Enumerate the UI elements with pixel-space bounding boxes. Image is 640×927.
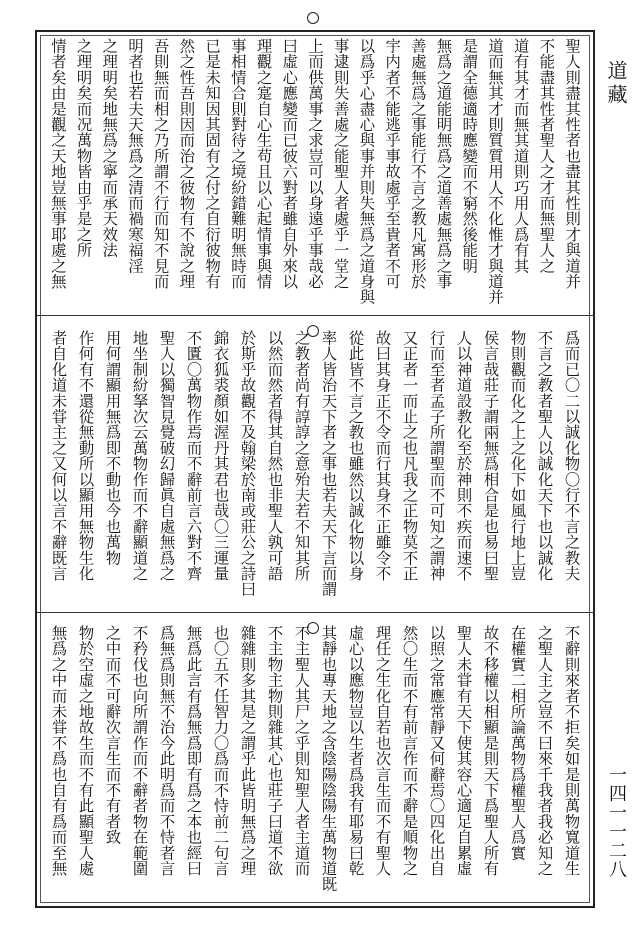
text-column: 理觀之寔自心生苟且以心起情事與情 — [254, 38, 273, 290]
text-column: 道有其才而無其道則巧用人爲有其 — [511, 38, 530, 274]
text-column: 之理明矣地無爲之寧而承天效法 — [100, 38, 119, 258]
text-column: 於斯乎故觀不及翰梁於南或莊公之詩曰 — [238, 330, 257, 597]
text-column: 無爲之道能明無爲之道善處無爲之事 — [434, 38, 453, 290]
text-column: 聖人則盡其性者也盡其性則才與道并 — [563, 38, 582, 290]
text-column: 不主聖人其尸之乎則知聖人者主道而 — [292, 625, 311, 877]
text-column: 也〇五不任智力〇爲而不恃前二句言 — [211, 625, 230, 877]
text-column: 虛心以應物豈以生者爲我有耶易曰乾 — [346, 625, 365, 877]
text-column: 然〇生而不有前言作而不辭是順物之 — [400, 625, 419, 877]
text-column: 雜雜則多其是之謂乎此皆明無爲之理 — [238, 625, 257, 877]
text-column: 物則觀而化之上之化下如風行地上豈 — [508, 330, 527, 582]
text-column: 理任之生化自若也次言生而不有聖人 — [373, 625, 392, 877]
text-column: 是謂全德適時應變而不窮然後能明 — [460, 38, 479, 274]
text-column: 爲而已〇二以誠化物〇行不言之教夫 — [562, 330, 581, 582]
text-column: 率人皆治天下者之事也若夫天下言而謂 — [319, 330, 338, 597]
text-column: 無爲此言有爲無爲即有爲之本也經曰 — [184, 625, 203, 877]
text-column: 故曰其身正不令而行其身不正雖令不 — [373, 330, 392, 582]
text-column: 又正者一而止之也凡我之正物莫不正 — [400, 330, 419, 582]
text-column: 以爲乎心盡心與事并則失無爲之道身與 — [357, 38, 376, 305]
text-column: 事相情合則對待之境紛錯難明無時而 — [228, 38, 247, 290]
text-column: 以照之常應常靜又何辭焉〇四化出自 — [427, 625, 446, 877]
text-column: 行而至者孟子所謂聖而不可知之謂神 — [427, 330, 446, 582]
text-column: 從此皆不言之教也雖然以誠化物以身 — [346, 330, 365, 582]
text-column: 故不移權以相顯是則天下爲聖人所有 — [481, 625, 500, 877]
punctuation-circle-mark — [307, 12, 319, 24]
text-column: 然之性吾則因而治之彼物有不說之理 — [177, 38, 196, 290]
text-column: 錦衣狐裘顏如渥丹其君也哉〇三運量 — [211, 330, 230, 582]
text-column: 明者也若夫天無爲之清而禍寒福淫 — [126, 38, 144, 274]
text-column: 上而供萬事之求豈可以身遠乎事哉必 — [306, 38, 324, 290]
text-column: 作何有不還從無動所以顯用無物生化 — [76, 330, 95, 582]
text-column: 用何謂顯用無爲即不動也今也萬物 — [103, 330, 122, 566]
text-column: 無爲之中而未甞不爲也自有爲而至無 — [49, 625, 68, 877]
text-column: 侯言哉莊子謂兩無爲相合是也易曰聖 — [481, 330, 500, 582]
text-column: 事逮則失善處之能聖人者處乎一堂之 — [331, 38, 350, 290]
collection-title: 道藏 — [604, 60, 628, 108]
text-column: 其靜也專天地之含陰陽陰陽生萬物道既 — [319, 625, 338, 892]
text-column: 情者矣由是觀之天地豈無事耶處之無 — [48, 38, 67, 290]
text-column: 人以神道設教化至於神則不疾而速不 — [454, 330, 473, 582]
text-column: 不言之教者聖人以誠化天下也以誠化 — [535, 330, 554, 582]
text-column: 之聖人主之豈不曰來千我者我必知之 — [535, 625, 554, 877]
text-column: 聖人未甞有天下使其容心適足自累虛 — [454, 625, 473, 877]
text-column: 不矜伐也向所謂作而不辭者物在範圍 — [130, 625, 149, 877]
text-column: 之教者尚有諄諄之意殆夫若不知其所 — [292, 330, 311, 582]
text-column: 物於空虛之地故生而不有此顯聖人處 — [76, 625, 95, 877]
text-column: 不辭則來者不拒矣如是則萬物寬道生 — [562, 625, 581, 877]
text-column: 善處無爲之事能行不言之教凡寓形於 — [408, 38, 427, 290]
text-column: 吾則無而相之乃所謂不行而知不見而 — [151, 38, 170, 290]
text-column: 不匱〇萬物作焉而不辭前言六對不齊 — [184, 330, 203, 582]
text-column: 地坐制紛拏次云萬物作而不辭顯道之 — [130, 330, 149, 582]
panel-divider-1 — [35, 315, 595, 316]
text-column: 者自化道未甞主之又何以言不辭既言 — [49, 330, 68, 582]
text-column: 不能盡其性者聖人之才而無聖人之 — [537, 38, 556, 274]
text-column: 之理明矣而况萬物皆由乎是之所 — [74, 38, 93, 258]
text-column: 不主物主物則雜其心也莊子曰道不欲 — [265, 625, 284, 877]
text-column: 宇内者不能逃乎事故處乎至貴者不可 — [383, 38, 402, 290]
page-number: 一四一一二八 — [606, 765, 627, 879]
text-column: 道而無其才則質質用人不化惟才與道并 — [486, 38, 504, 305]
text-column: 聖人以獨智見覺破幻歸眞自處無爲之 — [157, 330, 176, 582]
text-column: 已是未知因其固有之付之自衍彼物有 — [203, 38, 222, 290]
text-column: 之中而不可辭次言生而不有者致 — [103, 625, 122, 845]
panel-divider-2 — [35, 612, 595, 613]
text-column: 爲無爲則無不治今此明爲而不恃者言 — [157, 625, 176, 877]
text-column: 曰虛心應變而已彼六對者雖自外來以 — [280, 38, 299, 290]
text-column: 以然而然者得其自然也非聖人孰可語 — [265, 330, 284, 582]
text-column: 在權實二相所論萬物爲權聖人爲實 — [508, 625, 527, 861]
